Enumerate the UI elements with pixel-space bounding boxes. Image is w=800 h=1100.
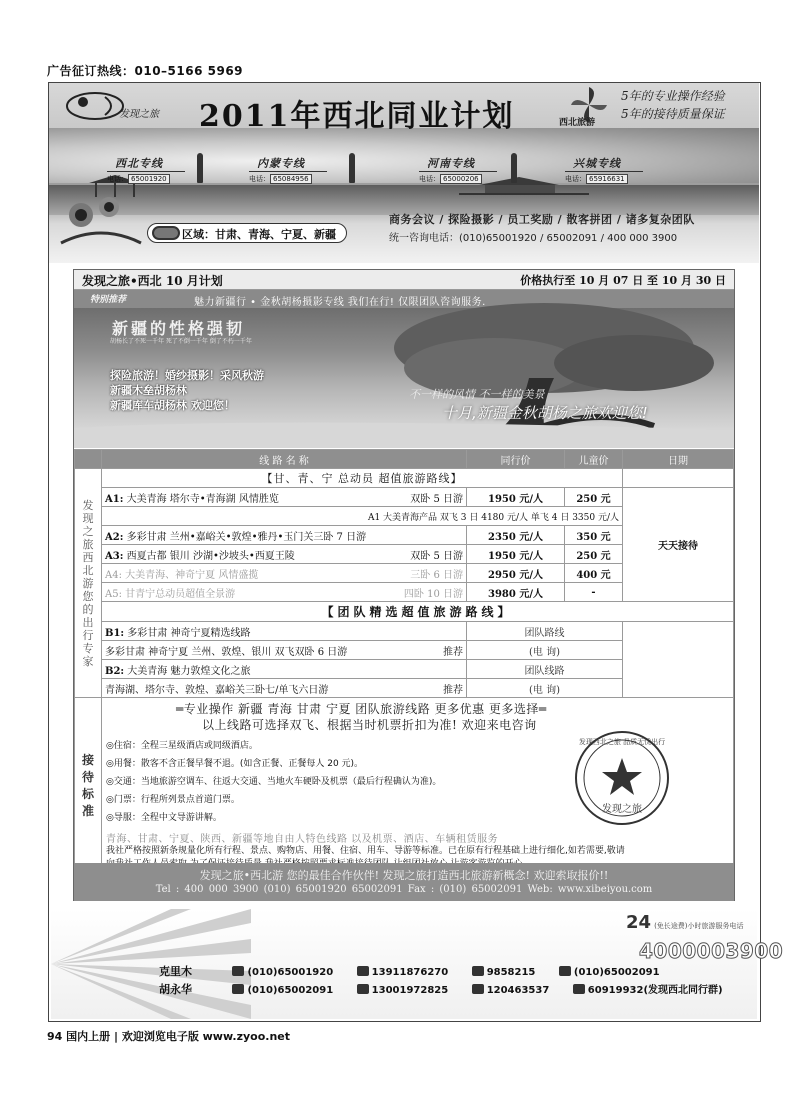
phone-icon xyxy=(232,984,244,994)
banner-title: 2011年西北同业计划 xyxy=(199,99,515,134)
photo-feature-lines: 探险旅游！婚纱摄影！采风秋游 新疆木垒胡杨林 新疆库车胡杨林 欢迎您！ xyxy=(110,369,264,412)
standard-meals: ◎用餐：散客不含正餐早餐不退。(如含正餐、正餐每人 20 元)。 xyxy=(106,759,364,769)
side-label-char: 出 xyxy=(82,615,94,629)
side-label-char: 发 xyxy=(82,498,94,512)
recommend-text: 魅力新疆行 • 金秋胡杨摄影专线 我们在行! 仅限团队咨询服务. xyxy=(194,297,486,308)
side-label-char: 标 xyxy=(81,787,94,801)
flyer-title: 发现之旅•西北 10 月计划 xyxy=(82,274,223,288)
contact-mobile: 13001972825 xyxy=(357,984,459,996)
mobile-icon xyxy=(357,984,369,994)
header-price: 同行价 xyxy=(467,450,565,469)
flyer-header xyxy=(74,270,734,290)
company-seal-stamp xyxy=(572,728,672,828)
sunflower-icon xyxy=(61,193,141,253)
advertisement xyxy=(48,82,784,1022)
person-silhouette-icon xyxy=(349,153,355,183)
side-label-char: 专 xyxy=(82,641,94,655)
side-label-char: 北 xyxy=(82,563,94,577)
side-standard-label xyxy=(75,698,102,875)
region-text: 区域：甘肃、青海、宁夏、新疆 xyxy=(182,228,336,241)
qq-icon xyxy=(472,966,484,976)
daily-departure: 天天接待 xyxy=(623,488,734,602)
header-child: 儿童价 xyxy=(565,450,623,469)
group-route-type: 团队线路 xyxy=(467,660,623,679)
logo-right-text: 西北旅游 xyxy=(559,118,596,128)
reception-standards xyxy=(102,698,733,874)
contacts-strip xyxy=(51,909,784,1019)
route-cell: A3: 西夏古都 银川 沙湖•沙坡头•西夏王陵 双卧 5 日游 xyxy=(102,545,467,564)
qq-icon xyxy=(472,984,484,994)
standard-guide: ◎导服：全程中文导游讲解。 xyxy=(106,813,222,823)
table-row xyxy=(75,488,734,507)
route-cell: A4: 大美青海、神奇宁夏 风情盛揽 三卧 6 日游 xyxy=(102,564,467,583)
table-row xyxy=(75,469,734,488)
route-card-phone: 电话： 65916631 xyxy=(565,174,643,184)
route-cell: B2: 大美青海 魅力敦煌文化之旅 xyxy=(102,660,467,679)
side-label-char: 待 xyxy=(81,770,94,784)
discovery-logo-icon xyxy=(65,89,167,123)
table-row xyxy=(75,602,734,622)
svg-text:发现之旅: 发现之旅 xyxy=(602,804,642,815)
standards-cell xyxy=(102,698,734,875)
photo-subtagline: 胡杨长了不死一千年 死了不倒一千年 倒了不朽一千年 xyxy=(110,338,252,345)
route-card-phone: 电话： 65001920 xyxy=(107,174,185,184)
table-row xyxy=(75,622,734,641)
flyer-footer-contact: Tel : 400 000 3900 (010) 65001920 65002091 Fax : (010) 65002091 Web: www.xibeiyou.com xyxy=(155,884,653,895)
person-silhouette-icon xyxy=(511,153,517,183)
contact-mobile: 13911876270 xyxy=(357,966,459,978)
section-title-a: 【甘、青、宁 总动员 超值旅游路线】 xyxy=(102,469,623,488)
date-empty xyxy=(623,622,734,698)
region-pill xyxy=(147,223,347,243)
side-label-char: 家 xyxy=(82,654,94,668)
side-label-char: 游 xyxy=(82,576,94,590)
side-label-char: 行 xyxy=(82,628,94,642)
fax-icon xyxy=(573,984,585,994)
route-cell: A2: 多彩甘肃 兰州•嘉峪关•敦煌•雅丹•玉门关三卧 7 日游 xyxy=(102,526,467,545)
standard-transport: ◎交通：当地旅游空调车、往返大交通、当地火车硬卧及机票（最后行程确认为准)。 xyxy=(106,777,442,787)
contact-qq: 9858215 xyxy=(472,966,546,978)
free-call-label: 24 (免长途费)小时旅游服务电话 xyxy=(626,912,744,933)
contact-row xyxy=(159,963,680,981)
photo-slogan-small: 不一样的风情 不一样的美景 xyxy=(409,388,545,401)
group-route-type: 团队路线 xyxy=(467,622,623,641)
route-card-xingcheng xyxy=(565,155,643,185)
svg-text:发现西北之旅 品质无忧出行: 发现西北之旅 品质无忧出行 xyxy=(578,738,666,746)
header-side xyxy=(75,450,102,469)
route-card-name: 河南专线 xyxy=(419,155,497,172)
contact-tel: (010)65002091 xyxy=(232,984,343,996)
child-price-cell: 400 元 xyxy=(565,564,623,583)
mobile-icon xyxy=(357,966,369,976)
a1-flight-option: A1 大美青海产品 双飞 3 日 4180 元/人 单飞 4 日 3350 元/人 xyxy=(102,507,623,526)
price-cell: 3980 元/人 xyxy=(467,583,565,602)
contact-name: 克里木 xyxy=(159,965,192,978)
route-card-northwest xyxy=(107,155,185,185)
side-label-char: 的 xyxy=(82,602,94,616)
side-label-char: 现 xyxy=(82,511,94,525)
side-label-char: 准 xyxy=(81,804,94,818)
side-consult-label xyxy=(75,469,102,698)
flyer-footer xyxy=(74,863,734,901)
price-cell: 2950 元/人 xyxy=(467,564,565,583)
ad-hotline: 广告征订热线：010–5166 5969 xyxy=(47,64,244,78)
route-cell: B1: 多彩甘肃 神奇宁夏精选线路 xyxy=(102,622,467,641)
ring-icon xyxy=(152,226,180,240)
group-route-inquiry: (电 询) xyxy=(467,641,623,660)
slogan-quality: 5年的接待质量保证 xyxy=(621,107,725,121)
contact-qq: 120463537 xyxy=(472,984,560,996)
flyer-footer-slogan: 发现之旅•西北游 您的最佳合作伙伴! 发现之旅打造西北旅游新概念! 欢迎索取报价!! xyxy=(199,869,609,882)
side-label-char: 旅 xyxy=(82,537,94,551)
october-plan-flyer xyxy=(73,269,735,901)
route-card-phone: 电话： 65084956 xyxy=(249,174,327,184)
banner xyxy=(49,83,759,263)
route-card-name: 西北专线 xyxy=(107,155,185,172)
route-card-inner-mongolia xyxy=(249,155,327,185)
route-cell: A1: 大美青海 塔尔寺•青海湖 风情胜览 双卧 5 日游 xyxy=(102,488,467,507)
contact-fax: 60919932(发现西北同行群) xyxy=(573,981,733,996)
standard-lodging: ◎住宿：全程三星级酒店或同级酒店。 xyxy=(106,741,258,751)
photo-tagline: 新疆的性格强韧 xyxy=(112,319,246,338)
route-cell: A5: 甘青宁总动员超值全景游 四卧 10 日游 xyxy=(102,583,467,602)
photo-slogan-main: 十月,新疆金秋胡杨之旅欢迎您! xyxy=(442,404,648,422)
child-price-cell: 350 元 xyxy=(565,526,623,545)
header-route: 线 路 名 称 xyxy=(102,450,467,469)
date-empty xyxy=(623,469,734,488)
standards-heading: ═专业操作 新疆 青海 甘肃 宁夏 团队旅游线路 更多优惠 更多选择═ xyxy=(176,702,547,716)
fax-icon xyxy=(559,966,571,976)
phone-icon xyxy=(232,966,244,976)
header-date: 日期 xyxy=(623,450,734,469)
free-travel-services: 青海、甘肃、宁夏、陕西、新疆等地自由人特色线路 以及机票、酒店、车辆租赁服务 xyxy=(106,834,499,845)
price-period: 价格执行至 10 月 07 日 至 10 月 30 日 xyxy=(520,274,726,287)
price-cell: 1950 元/人 xyxy=(467,488,565,507)
contact-row xyxy=(159,981,743,999)
group-route-inquiry: (电 询) xyxy=(467,679,623,698)
table-header-row xyxy=(75,450,734,469)
page-footer: 94 国内上册 | 欢迎浏览电子版 www.zyoo.net xyxy=(47,1030,291,1043)
child-price-cell: 250 元 xyxy=(565,545,623,564)
price-cell: 2350 元/人 xyxy=(467,526,565,545)
price-cell: 1950 元/人 xyxy=(467,545,565,564)
recommend-badge: 特别推荐 xyxy=(90,295,127,305)
slogan-experience: 5年的专业操作经验 xyxy=(621,89,725,103)
contact-tel: (010)65001920 xyxy=(232,966,343,978)
service-hotline: 4000003900 xyxy=(639,939,784,963)
route-card-phone: 电话： 65000206 xyxy=(419,174,497,184)
consult-phone: 统一咨询电话：(010)65001920 / 65002091 / 400 000 3900 xyxy=(389,233,678,244)
route-cell: 多彩甘肃 神奇宁夏 兰州、敦煌、银川 双飞双卧 6 日游 推荐 xyxy=(102,641,467,660)
route-card-name: 内蒙专线 xyxy=(249,155,327,172)
contact-name: 胡永华 xyxy=(159,983,192,996)
services-list: 商务会议 / 探险摄影 / 员工奖励 / 散客拼团 / 诸多复杂团队 xyxy=(389,213,695,226)
poplar-photo xyxy=(74,308,734,448)
standards-subheading: 以上线路可选择双飞、根据当时机票折扣为准! 欢迎来电咨询 xyxy=(202,718,537,732)
route-price-table xyxy=(74,449,734,875)
person-silhouette-icon xyxy=(197,153,203,183)
recommend-bar xyxy=(74,290,734,308)
contact-fax: (010)65002091 xyxy=(559,966,670,978)
side-label-char: 您 xyxy=(82,589,94,603)
side-label-char: 之 xyxy=(82,524,94,538)
side-label-char: 接 xyxy=(81,753,94,767)
child-price-cell: - xyxy=(565,583,623,602)
side-label-char: 西 xyxy=(82,550,94,564)
route-card-henan xyxy=(419,155,497,185)
child-price-cell: 250 元 xyxy=(565,488,623,507)
logo-left-text: 发现之旅 xyxy=(119,109,159,120)
route-card-name: 兴城专线 xyxy=(565,155,643,172)
section-title-b: 【团队精选超值旅游路线】 xyxy=(102,602,734,622)
table-row xyxy=(75,698,734,875)
route-cell: 青海湖、塔尔寺、敦煌、嘉峪关三卧七/单飞六日游 推荐 xyxy=(102,679,467,698)
standard-tickets: ◎门票：行程所列景点首道门票。 xyxy=(106,795,240,805)
service-note: 我社严格按照新条规量化所有行程、景点、购物店、用餐、住宿、用车、导游等标准。已在原有行程基础上进行细化,如若需要,敬请 xyxy=(106,846,625,856)
